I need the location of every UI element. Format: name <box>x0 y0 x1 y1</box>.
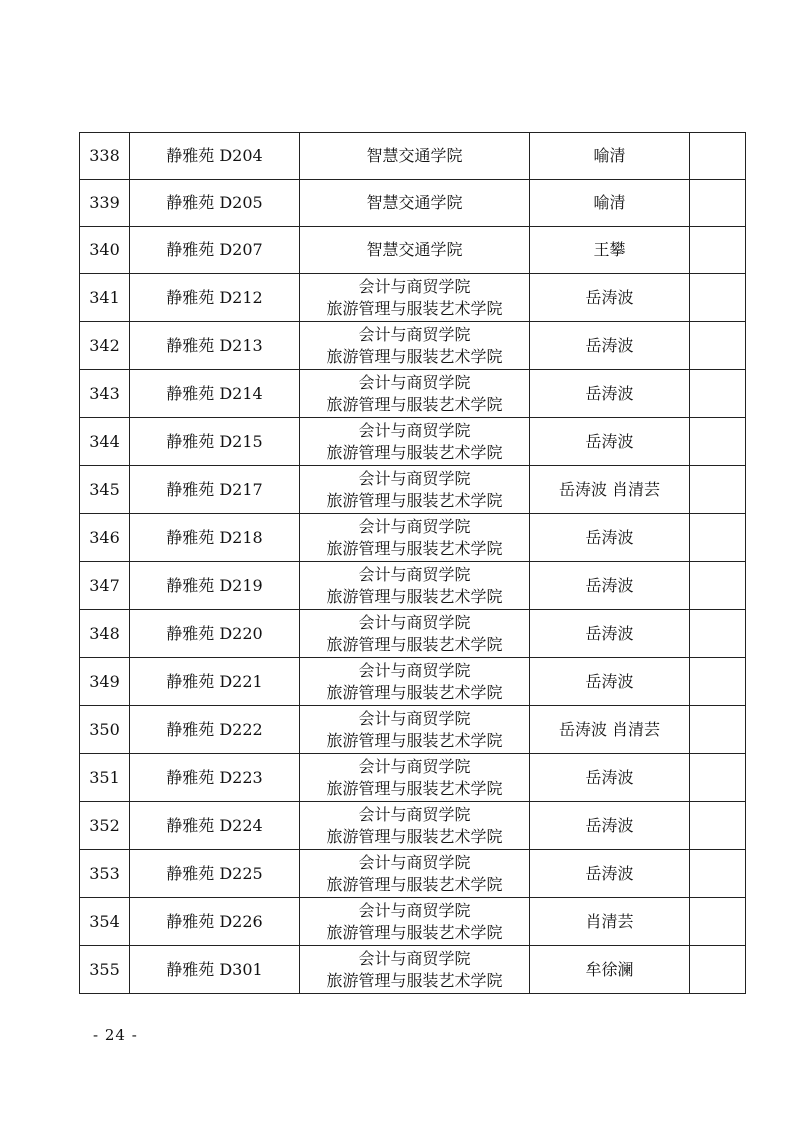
college-name: 会计与商贸学院 <box>358 564 471 584</box>
cell-number: 339 <box>80 180 130 227</box>
cell-room: 静雅苑 D225 <box>130 850 300 898</box>
table-row <box>80 514 746 562</box>
cell-room: 静雅苑 D226 <box>130 898 300 946</box>
table-row <box>80 274 746 322</box>
cell-college <box>300 562 530 610</box>
table-row <box>80 706 746 754</box>
table-row <box>80 562 746 610</box>
cell-person: 喻清 <box>530 133 690 180</box>
cell-college <box>300 514 530 562</box>
college-name: 会计与商贸学院 <box>358 372 471 392</box>
cell-note <box>690 610 746 658</box>
cell-person: 肖清芸 <box>530 898 690 946</box>
cell-number: 347 <box>80 562 130 610</box>
college-name: 智慧交通学院 <box>366 240 463 259</box>
table-row <box>80 370 746 418</box>
cell-number: 348 <box>80 610 130 658</box>
cell-room: 静雅苑 D220 <box>130 610 300 658</box>
table-row <box>80 898 746 946</box>
cell-note <box>690 658 746 706</box>
cell-room: 静雅苑 D214 <box>130 370 300 418</box>
college-name: 智慧交通学院 <box>366 146 463 165</box>
college-name: 会计与商贸学院 <box>358 900 471 920</box>
cell-note <box>690 370 746 418</box>
cell-person: 王攀 <box>530 227 690 274</box>
cell-college <box>300 418 530 466</box>
cell-person: 牟徐澜 <box>530 946 690 994</box>
cell-college <box>300 898 530 946</box>
cell-note <box>690 227 746 274</box>
college-name: 旅游管理与服装艺术学院 <box>326 730 503 750</box>
cell-room: 静雅苑 D204 <box>130 133 300 180</box>
college-name: 旅游管理与服装艺术学院 <box>326 634 503 654</box>
college-name: 会计与商贸学院 <box>358 756 471 776</box>
college-name: 旅游管理与服装艺术学院 <box>326 586 503 606</box>
table-row <box>80 850 746 898</box>
college-name: 旅游管理与服装艺术学院 <box>326 490 503 510</box>
cell-number: 352 <box>80 802 130 850</box>
cell-room: 静雅苑 D219 <box>130 562 300 610</box>
cell-person: 岳涛波 <box>530 610 690 658</box>
cell-room: 静雅苑 D221 <box>130 658 300 706</box>
cell-person: 岳涛波 <box>530 322 690 370</box>
cell-note <box>690 706 746 754</box>
room-assignment-table <box>79 132 746 994</box>
table-row <box>80 133 746 180</box>
cell-college <box>300 850 530 898</box>
college-name: 旅游管理与服装艺术学院 <box>326 682 503 702</box>
table-row <box>80 802 746 850</box>
cell-note <box>690 898 746 946</box>
table-row <box>80 322 746 370</box>
cell-note <box>690 418 746 466</box>
cell-number: 353 <box>80 850 130 898</box>
cell-college <box>300 706 530 754</box>
cell-person: 岳涛波 <box>530 370 690 418</box>
cell-person: 岳涛波 肖清芸 <box>530 706 690 754</box>
college-name: 旅游管理与服装艺术学院 <box>326 922 503 942</box>
cell-room: 静雅苑 D223 <box>130 754 300 802</box>
cell-number: 345 <box>80 466 130 514</box>
cell-number: 349 <box>80 658 130 706</box>
cell-person: 岳涛波 <box>530 802 690 850</box>
table-body <box>80 133 746 994</box>
cell-note <box>690 946 746 994</box>
cell-note <box>690 133 746 180</box>
cell-person: 岳涛波 肖清芸 <box>530 466 690 514</box>
cell-room: 静雅苑 D222 <box>130 706 300 754</box>
cell-number: 351 <box>80 754 130 802</box>
cell-note <box>690 322 746 370</box>
college-name: 会计与商贸学院 <box>358 276 471 296</box>
cell-college <box>300 274 530 322</box>
cell-person: 岳涛波 <box>530 274 690 322</box>
cell-person: 岳涛波 <box>530 418 690 466</box>
college-name: 旅游管理与服装艺术学院 <box>326 394 503 414</box>
cell-person: 岳涛波 <box>530 658 690 706</box>
cell-room: 静雅苑 D213 <box>130 322 300 370</box>
cell-note <box>690 274 746 322</box>
college-name: 会计与商贸学院 <box>358 948 471 968</box>
cell-college <box>300 466 530 514</box>
cell-number: 355 <box>80 946 130 994</box>
cell-person: 岳涛波 <box>530 850 690 898</box>
cell-college <box>300 133 530 180</box>
college-name: 旅游管理与服装艺术学院 <box>326 826 503 846</box>
college-name: 旅游管理与服装艺术学院 <box>326 874 503 894</box>
college-name: 智慧交通学院 <box>366 193 463 212</box>
cell-college <box>300 658 530 706</box>
cell-note <box>690 180 746 227</box>
college-name: 旅游管理与服装艺术学院 <box>326 538 503 558</box>
cell-number: 341 <box>80 274 130 322</box>
college-name: 会计与商贸学院 <box>358 468 471 488</box>
table-row <box>80 658 746 706</box>
cell-room: 静雅苑 D224 <box>130 802 300 850</box>
college-name: 旅游管理与服装艺术学院 <box>326 346 503 366</box>
cell-number: 354 <box>80 898 130 946</box>
cell-note <box>690 850 746 898</box>
college-name: 会计与商贸学院 <box>358 660 471 680</box>
cell-college <box>300 227 530 274</box>
cell-person: 岳涛波 <box>530 754 690 802</box>
college-name: 旅游管理与服装艺术学院 <box>326 778 503 798</box>
cell-college <box>300 180 530 227</box>
cell-person: 喻清 <box>530 180 690 227</box>
college-name: 会计与商贸学院 <box>358 708 471 728</box>
cell-number: 342 <box>80 322 130 370</box>
cell-college <box>300 322 530 370</box>
cell-room: 静雅苑 D207 <box>130 227 300 274</box>
cell-number: 350 <box>80 706 130 754</box>
cell-number: 344 <box>80 418 130 466</box>
cell-college <box>300 946 530 994</box>
table-row <box>80 946 746 994</box>
cell-college <box>300 802 530 850</box>
college-name: 会计与商贸学院 <box>358 804 471 824</box>
cell-note <box>690 514 746 562</box>
college-name: 旅游管理与服装艺术学院 <box>326 970 503 990</box>
table-row <box>80 610 746 658</box>
cell-room: 静雅苑 D218 <box>130 514 300 562</box>
college-name: 会计与商贸学院 <box>358 420 471 440</box>
cell-note <box>690 562 746 610</box>
cell-number: 343 <box>80 370 130 418</box>
cell-room: 静雅苑 D301 <box>130 946 300 994</box>
cell-number: 338 <box>80 133 130 180</box>
cell-room: 静雅苑 D205 <box>130 180 300 227</box>
cell-note <box>690 466 746 514</box>
cell-room: 静雅苑 D212 <box>130 274 300 322</box>
college-name: 旅游管理与服装艺术学院 <box>326 298 503 318</box>
cell-person: 岳涛波 <box>530 562 690 610</box>
cell-number: 340 <box>80 227 130 274</box>
college-name: 会计与商贸学院 <box>358 612 471 632</box>
college-name: 会计与商贸学院 <box>358 852 471 872</box>
cell-college <box>300 610 530 658</box>
college-name: 会计与商贸学院 <box>358 516 471 536</box>
cell-room: 静雅苑 D215 <box>130 418 300 466</box>
table-row <box>80 227 746 274</box>
table-row <box>80 180 746 227</box>
page-number: - 24 - <box>93 1026 138 1044</box>
cell-number: 346 <box>80 514 130 562</box>
college-name: 会计与商贸学院 <box>358 324 471 344</box>
cell-person: 岳涛波 <box>530 514 690 562</box>
cell-note <box>690 802 746 850</box>
table-row <box>80 418 746 466</box>
cell-college <box>300 370 530 418</box>
cell-college <box>300 754 530 802</box>
table-row <box>80 466 746 514</box>
college-name: 旅游管理与服装艺术学院 <box>326 442 503 462</box>
table-row <box>80 754 746 802</box>
cell-room: 静雅苑 D217 <box>130 466 300 514</box>
cell-note <box>690 754 746 802</box>
